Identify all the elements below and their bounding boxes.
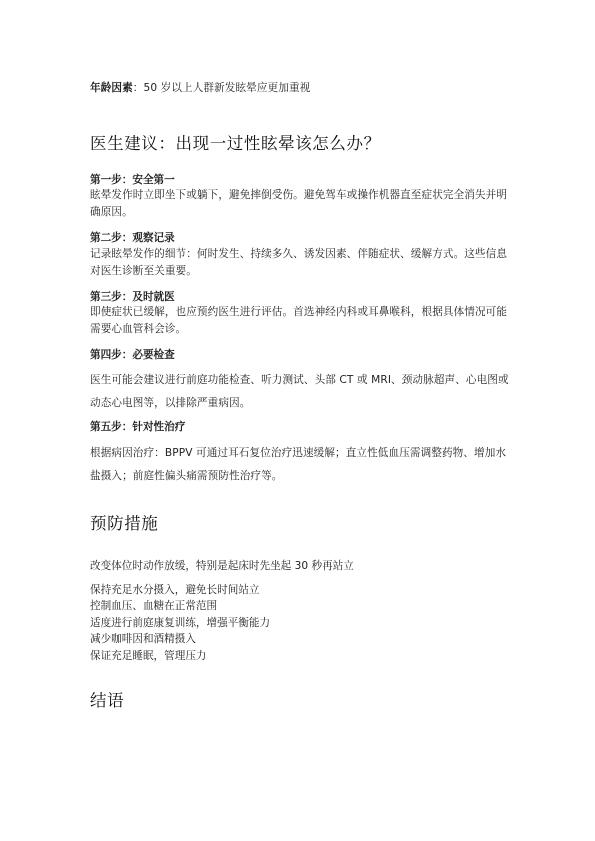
prevention-item: 保证充足睡眠，管理压力 [90, 649, 207, 662]
step-3-title: 第三步：及时就医 [90, 291, 175, 303]
prevention-item: 保持充足水分摄入，避免长时间站立 [90, 583, 260, 596]
step-2-body: 记录眩晕发作的细节：何时发生、持续多久、诱发因素、伴随症状、缓解方式。这些信息对医生诊断至关重要。 [90, 248, 508, 277]
prevention-list [90, 558, 515, 664]
step-2-title: 第二步：观察记录 [90, 232, 175, 244]
prevention-item: 改变体位时动作放缓，特别是起床时先坐起 30 秒再站立 [90, 560, 354, 572]
prevention-item: 控制血压、血糖在正常范围 [90, 600, 218, 612]
prevention-item: 适度进行前庭康复训练，增强平衡能力 [90, 616, 271, 629]
step-1-title: 第一步：安全第一 [90, 174, 175, 186]
conclusion-heading: 结语 [90, 691, 125, 710]
step-1-body: 眩晕发作时立即坐下或躺下，避免摔倒受伤。避免驾车或操作机器直至症状完全消失并明确原因。 [90, 189, 508, 218]
doctor-advice-heading: 医生建议：出现一过性眩晕该怎么办？ [90, 134, 381, 153]
prevention-heading: 预防措施 [90, 514, 159, 533]
step-4-body: 医生可能会建议进行前庭功能检查、听力测试、头部 CT 或 MRI、颈动脉超声、心电图或动态心电图等，以排除严重病因。 [90, 374, 509, 409]
age-factor-line [90, 80, 515, 97]
step-5-title: 第五步：针对性治疗 [90, 421, 186, 433]
prevention-item: 减少咖啡因和酒精摄入 [90, 633, 196, 645]
step-4-title: 第四步：必要检查 [90, 349, 175, 361]
age-factor-text: ：50 岁以上人群新发眩晕应更加重视 [132, 82, 311, 94]
step-5-body: 根据病因治疗：BPPV 可通过耳石复位治疗迅速缓解；直立性低血压需调整药物、增加水盐摄入；前庭性偏头痛需预防性治疗等。 [90, 447, 507, 482]
step-3-body: 即使症状已缓解，也应预约医生进行评估。首选神经内科或耳鼻喉科，根据具体情况可能需要心血管科会诊。 [90, 306, 508, 335]
age-factor-label: 年龄因素 [90, 82, 133, 94]
